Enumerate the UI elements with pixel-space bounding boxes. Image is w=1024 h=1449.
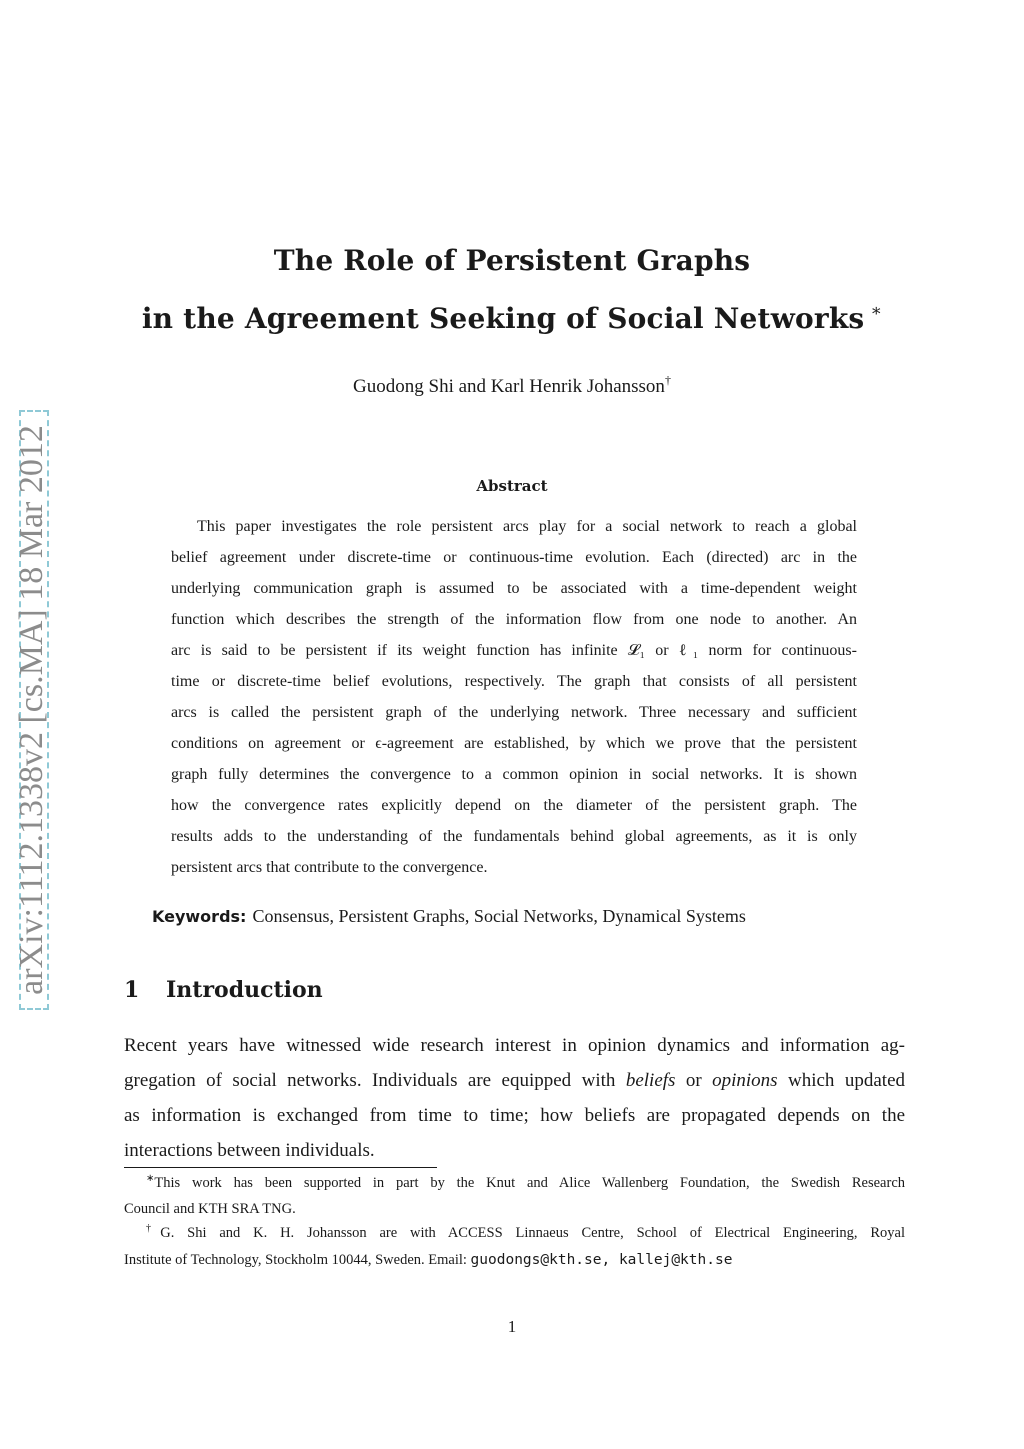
paper-title-line-2: in the Agreement Seeking of Social Networks ∗ (141, 301, 883, 335)
paper-title-line-1: The Role of Persistent Graphs (273, 244, 751, 277)
abstract-line: graph fully determines the convergence to a common opinion in social networks. It is shown (171, 766, 857, 783)
abstract-line: function which describes the strength of the information flow from one node to another. An (171, 611, 857, 628)
intro-line: as information is exchanged from time to time; how beliefs are propagated depends on the (124, 1105, 905, 1126)
abstract-line: persistent arcs that contribute to the convergence. (171, 859, 488, 876)
abstract-heading: Abstract (476, 477, 548, 495)
abstract-line: This paper investigates the role persistent arcs play for a social network to reach a global (197, 518, 857, 535)
intro-line: Recent years have witnessed wide research interest in opinion dynamics and information ag- (124, 1035, 905, 1056)
title-footnote-mark: ∗ (870, 301, 883, 321)
section-heading-introduction (124, 977, 323, 1003)
email-addresses: guodongs@kth.se, kallej@kth.se (470, 1252, 733, 1268)
intro-line: gregation of social networks. Individuals are equipped with beliefs or opinions which updated (124, 1070, 906, 1091)
authors: Guodong Shi and Karl Henrik Johansson† (353, 373, 671, 397)
keywords (152, 906, 852, 927)
keywords-list: Consensus, Persistent Graphs, Social Networks, Dynamical Systems (252, 906, 746, 926)
footnote-1-line: Council and KTH SRA TNG. (124, 1201, 296, 1217)
abstract-line: time or discrete-time belief evolutions, respectively. The graph that consists of all persistent (171, 673, 857, 690)
abstract-line: conditions on agreement or ϵ-agreement are established, by which we prove that the persistent (171, 735, 857, 752)
abstract-line: arcs is called the persistent graph of the underlying network. Three necessary and sufficient (171, 704, 857, 721)
section-title: Introduction (166, 977, 323, 1003)
abstract-line: how the convergence rates explicitly depend on the diameter of the persistent graph. The (171, 797, 857, 814)
page-number: 1 (507, 1317, 517, 1336)
intro-line: interactions between individuals. (124, 1140, 375, 1161)
footnote-2-line: †G. Shi and K. H. Johansson are with ACCESS Linnaeus Centre, School of Electrical Engineering, Royal (146, 1223, 905, 1241)
abstract-line: arc is said to be persistent if its weight function has infinite 𝓛₁ or ℓ₁ norm for continuous- (171, 642, 857, 659)
keywords-label: Keywords: (152, 907, 247, 926)
arxiv-id: arXiv:1112.1338v2 [cs.MA] 18 Mar 2012 (19, 410, 49, 1010)
arxiv-stamp (2, 406, 66, 1014)
footnote-rule (124, 1167, 437, 1168)
abstract-line: underlying communication graph is assumed to be associated with a time-dependent weight (171, 580, 857, 597)
footnote-1-line: ∗This work has been supported in part by the Knut and Alice Wallenberg Foundation, the Swedish Research (146, 1173, 905, 1191)
authors-footnote-mark: † (664, 373, 671, 387)
abstract-line: results adds to the understanding of the fundamentals behind global agreements, as it is only (171, 828, 857, 845)
abstract-line: belief agreement under discrete-time or continuous-time evolution. Each (directed) arc in the (171, 549, 857, 566)
footnote-2-line: Institute of Technology, Stockholm 10044, Sweden. Email: guodongs@kth.se, kallej@kth.se (124, 1252, 733, 1268)
section-number: 1 (124, 977, 140, 1003)
